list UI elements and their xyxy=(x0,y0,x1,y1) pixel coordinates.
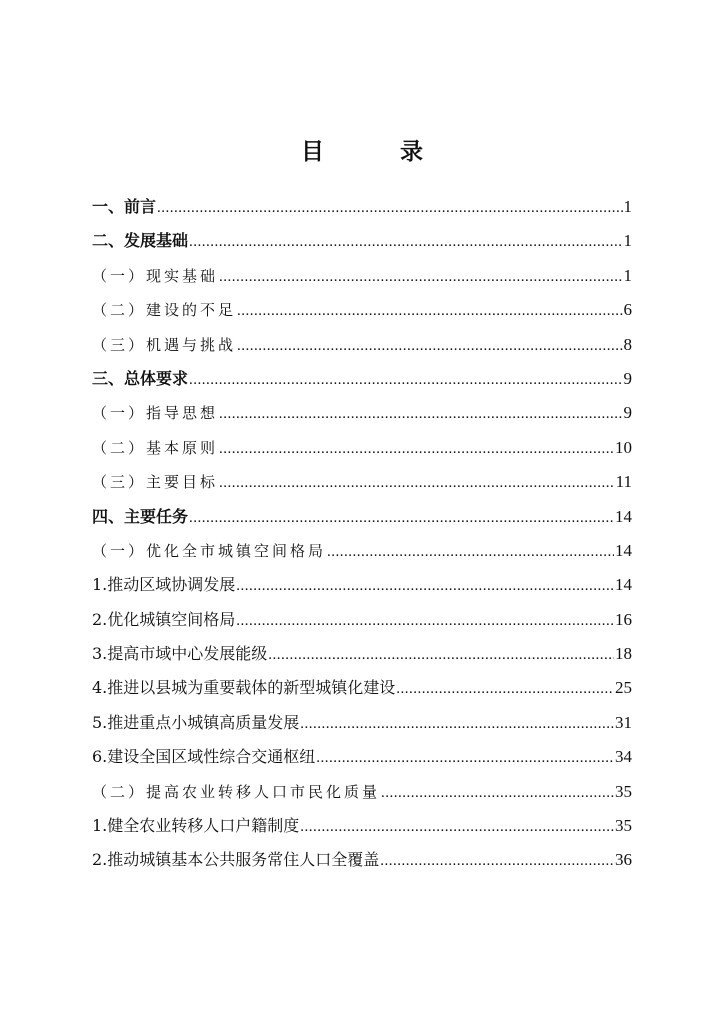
toc-entry-label: 4.推进以县城为重要载体的新型城镇化建设 xyxy=(92,678,396,698)
toc-leader-dots xyxy=(189,225,622,259)
toc-leader-dots xyxy=(316,741,614,775)
toc-entry[interactable] xyxy=(92,500,632,534)
table-of-contents xyxy=(92,190,632,878)
toc-entry[interactable] xyxy=(92,431,632,465)
toc-leader-dots xyxy=(219,260,622,294)
toc-leader-dots xyxy=(236,604,614,638)
toc-entry-label: （一）现实基础 xyxy=(92,266,219,285)
toc-entry[interactable] xyxy=(92,396,632,430)
toc-entry[interactable] xyxy=(92,259,632,293)
toc-entry[interactable] xyxy=(92,362,632,396)
toc-leader-dots xyxy=(268,638,614,672)
toc-leader-dots xyxy=(380,844,614,878)
toc-entry-page-number: 6 xyxy=(623,300,632,320)
toc-entry-page-number: 11 xyxy=(615,472,632,492)
toc-entry-label: 5.推进重点小城镇高质量发展 xyxy=(92,712,300,732)
toc-entry[interactable] xyxy=(92,190,632,224)
toc-entry-page-number: 35 xyxy=(615,816,632,836)
toc-entry-label: （一）指导思想 xyxy=(92,404,219,423)
toc-leader-dots xyxy=(300,707,614,741)
toc-entry-page-number: 14 xyxy=(615,575,632,595)
toc-entry[interactable] xyxy=(92,740,632,774)
toc-entry-label: （三）机遇与挑战 xyxy=(92,335,237,354)
toc-entry-label: （一）优化全市城镇空间格局 xyxy=(92,541,327,560)
toc-entry[interactable] xyxy=(92,843,632,877)
toc-entry-label: （二）基本原则 xyxy=(92,438,219,457)
toc-entry-page-number: 25 xyxy=(615,678,632,698)
toc-leader-dots xyxy=(219,397,622,431)
toc-leader-dots xyxy=(219,466,615,500)
toc-leader-dots xyxy=(237,294,622,328)
toc-leader-dots xyxy=(396,672,614,706)
toc-leader-dots xyxy=(381,776,614,810)
toc-entry[interactable] xyxy=(92,293,632,327)
toc-entry-label: 2.优化城镇空间格局 xyxy=(92,609,236,629)
toc-entry-page-number: 9 xyxy=(623,368,632,388)
toc-entry-page-number: 35 xyxy=(615,781,632,801)
toc-entry-label: 6.建设全国区域性综合交通枢纽 xyxy=(92,747,316,767)
toc-entry-label: 一、前言 xyxy=(92,197,157,216)
toc-entry[interactable] xyxy=(92,809,632,843)
toc-entry-page-number: 1 xyxy=(623,265,632,285)
toc-entry[interactable] xyxy=(92,671,632,705)
toc-entry-page-number: 1 xyxy=(623,231,632,251)
toc-entry-label: （二）建设的不足 xyxy=(92,301,237,320)
toc-entry-label: 二、发展基础 xyxy=(92,231,189,251)
toc-entry[interactable] xyxy=(92,465,632,499)
toc-entry[interactable] xyxy=(92,534,632,568)
toc-entry-page-number: 8 xyxy=(623,334,632,354)
toc-entry-page-number: 36 xyxy=(615,850,632,870)
toc-entry[interactable] xyxy=(92,637,632,671)
toc-entry[interactable] xyxy=(92,775,632,809)
toc-leader-dots xyxy=(157,191,622,225)
toc-leader-dots xyxy=(327,535,614,569)
toc-entry-page-number: 16 xyxy=(615,609,632,629)
toc-entry-label: （二）提高农业转移人口市民化质量 xyxy=(92,782,381,801)
page-title: 目 录 xyxy=(300,139,457,165)
toc-entry[interactable] xyxy=(92,328,632,362)
toc-entry-page-number: 10 xyxy=(615,437,632,457)
toc-entry-page-number: 31 xyxy=(615,712,632,732)
toc-entry-page-number: 14 xyxy=(615,540,632,560)
toc-leader-dots xyxy=(189,501,614,535)
toc-entry-page-number: 9 xyxy=(623,403,632,423)
toc-entry-label: 1.推动区域协调发展 xyxy=(92,575,236,595)
toc-entry-page-number: 1 xyxy=(623,197,632,216)
toc-leader-dots xyxy=(219,432,614,466)
toc-entry-page-number: 14 xyxy=(615,506,632,526)
toc-entry[interactable] xyxy=(92,568,632,602)
toc-entry-label: 三、总体要求 xyxy=(92,368,189,388)
toc-entry-page-number: 34 xyxy=(615,747,632,767)
toc-leader-dots xyxy=(236,569,614,603)
toc-entry-label: 2.推动城镇基本公共服务常住人口全覆盖 xyxy=(92,850,380,870)
toc-entry-page-number: 18 xyxy=(615,644,632,664)
toc-leader-dots xyxy=(237,329,622,363)
toc-leader-dots xyxy=(189,363,622,397)
toc-entry[interactable] xyxy=(92,706,632,740)
toc-leader-dots xyxy=(300,810,614,844)
toc-entry[interactable] xyxy=(92,603,632,637)
toc-entry-label: 1.健全农业转移人口户籍制度 xyxy=(92,816,300,836)
toc-entry-label: （三）主要目标 xyxy=(92,473,219,492)
toc-entry-label: 3.提高市域中心发展能级 xyxy=(92,644,268,664)
toc-entry-label: 四、主要任务 xyxy=(92,506,189,526)
toc-entry[interactable] xyxy=(92,224,632,258)
